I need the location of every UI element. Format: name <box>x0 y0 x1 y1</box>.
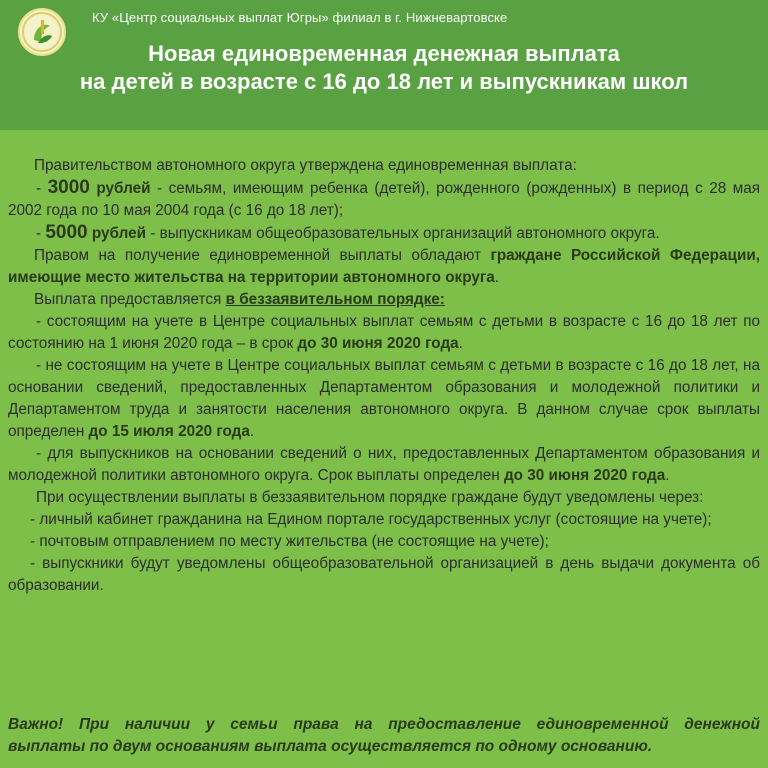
item2-dash: - <box>36 225 42 242</box>
case3-date: до 30 июня 2020 года <box>503 467 666 484</box>
item1-currency: рублей <box>96 180 151 197</box>
provision-underline: в беззаявительном порядке: <box>225 291 445 308</box>
notify-item-2: - почтовым отправлением по месту жительства (не состоящие на учете); <box>30 533 549 550</box>
case3-end: . <box>665 467 670 484</box>
announcement-body <box>8 155 760 597</box>
item1-amount: 3000 <box>47 177 90 198</box>
important-note <box>8 714 760 758</box>
intro-paragraph: Правительством автономного округа утверждена единовременная выплата: <box>34 157 577 174</box>
eligibility-text: Правом на получение единовременной выплаты обладают <box>34 247 482 264</box>
item2-amount: 5000 <box>45 222 88 243</box>
provision-paragraph <box>8 289 760 311</box>
notify-paragraph: При осуществлении выплаты в беззаявительном порядке граждане будут уведомлены через: <box>36 489 704 506</box>
page-title <box>0 40 768 96</box>
payment-item-2 <box>8 222 760 245</box>
title-line-1: Новая единовременная денежная выплата <box>148 41 620 66</box>
case2-date: до 15 июля 2020 года <box>88 423 250 440</box>
case-1-paragraph <box>8 311 760 355</box>
case2-end: . <box>249 423 255 440</box>
case1-date: до 30 июня 2020 года <box>297 335 459 352</box>
notify-item-3: - выпускники будут уведомлены общеобразовательной организацией в день выдачи документа об образовании. <box>8 555 760 594</box>
item2-text: - выпускникам общеобразовательных организаций автономного округа. <box>150 225 660 242</box>
item1-text: - семьям, имеющим ребенка (детей), рожденного (рожденных) в период с 28 мая 2002 года по 10 мая 2004 года (с 16 до 18 лет); <box>8 180 761 219</box>
eligibility-paragraph <box>8 245 760 289</box>
organization-name: КУ «Центр социальных выплат Югры» филиал в г. Нижневартовске <box>92 10 508 25</box>
important-line-2: выплаты по двум основаниям выплата осуществляется по одному основанию. <box>8 738 653 755</box>
case-2-paragraph <box>8 355 760 443</box>
header-banner <box>0 0 768 130</box>
case1-text: - состоящим на учете в Центре социальных выплат семьям с детьми в возрасте с 16 до 18 лет по состоянию на 1 июня 2020 года – в срок <box>8 313 760 352</box>
case-3-paragraph <box>8 443 760 487</box>
important-line-1: Важно! При наличии у семьи права на предоставление единовременной денежной <box>8 716 760 733</box>
case2-text: - не состоящим на учете в Центре социальных выплат семьям с детьми в возрасте с 16 до 18 лет, на основании сведений, предоставленных Департаментом образования и молодежной политики и Департаментом труда и занятости населения автономного округа. В данном случае срок выплаты определен <box>8 357 760 440</box>
payment-item-1 <box>8 177 760 222</box>
case1-end: . <box>458 335 463 352</box>
item2-currency: рублей <box>91 225 147 242</box>
item1-dash: - <box>36 180 42 197</box>
notify-item-1: - личный кабинет гражданина на Едином портале государственных услуг (состоящие на учете); <box>30 511 712 528</box>
eligibility-end: . <box>494 269 499 286</box>
provision-text: Выплата предоставляется <box>34 291 222 308</box>
title-line-2: на детей в возрасте с 16 до 18 лет и выпускникам школ <box>79 69 689 94</box>
case3-text: - для выпускников на основании сведений о них, предоставленных Департаментом образования и молодежной политики автономного округа. Срок выплаты определен <box>8 445 760 484</box>
eligibility-bold: граждане Российской Федерации, имеющие место жительства на территории автономного округа <box>8 247 760 286</box>
